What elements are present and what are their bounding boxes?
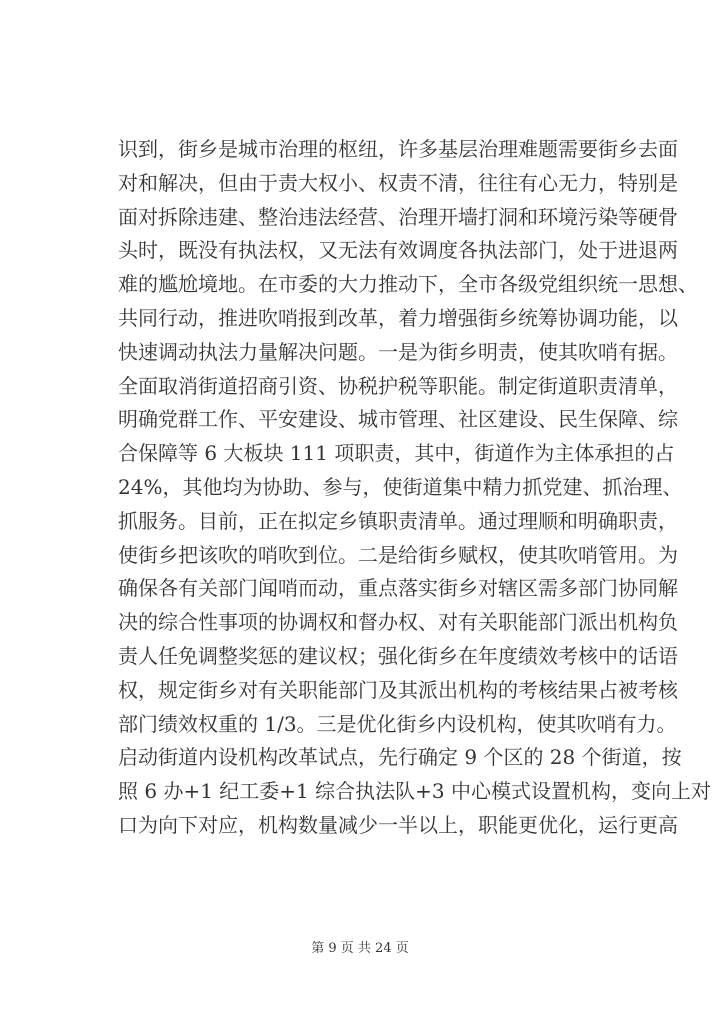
text-line: 决的综合性事项的协调权和督办权、对有关职能部门派出机构负 xyxy=(118,610,678,635)
page-footer: 第 9 页 共 24 页 xyxy=(311,941,409,956)
text-line: 合保障等 6 大板块 111 项职责，其中，街道作为主体承担的占 xyxy=(118,441,675,466)
text-line: 明确党群工作、平安建设、城市管理、社区建设、民生保障、综 xyxy=(118,407,678,432)
text-line: 抓服务。目前，正在拟定乡镇职责清单。通过理顺和明确职责， xyxy=(118,508,678,533)
text-line: 部门绩效权重的 1/3。三是优化街乡内设机构，使其吹哨有力。 xyxy=(118,711,677,736)
text-line: 头时，既没有执法权，又无法有效调度各执法部门，处于进退两 xyxy=(118,238,678,263)
document-body xyxy=(118,133,711,843)
text-line: 确保各有关部门闻哨而动，重点落实街乡对辖区需多部门协同解 xyxy=(118,576,678,601)
text-line: 面对拆除违建、整治违法经营、治理开墙打洞和环境污染等硬骨 xyxy=(118,204,678,229)
text-line: 难的尴尬境地。在市委的大力推动下，全市各级党组织统一思想、 xyxy=(118,272,698,297)
text-line: 全面取消街道招商引资、协税护税等职能。制定街道职责清单， xyxy=(118,373,678,398)
text-line: 照 6 办+1 纪工委+1 综合执法队+3 中心模式设置机构，变向上对 xyxy=(118,779,711,804)
text-line: 使街乡把该吹的哨吹到位。二是给街乡赋权，使其吹哨管用。为 xyxy=(118,542,678,567)
text-line: 共同行动，推进吹哨报到改革，着力增强街乡统筹协调功能，以 xyxy=(118,305,678,330)
text-line: 责人任免调整奖惩的建议权；强化街乡在年度绩效考核中的话语 xyxy=(118,643,678,668)
text-line: 对和解决，但由于责大权小、权责不清，往往有心无力，特别是 xyxy=(118,170,678,195)
text-line: 权，规定街乡对有关职能部门及其派出机构的考核结果占被考核 xyxy=(118,677,678,702)
text-line: 快速调动执法力量解决问题。一是为街乡明责，使其吹哨有据。 xyxy=(118,339,678,364)
text-line: 启动街道内设机构改革试点，先行确定 9 个区的 28 个街道，按 xyxy=(118,745,682,770)
text-line: 识到，街乡是城市治理的枢纽，许多基层治理难题需要街乡去面 xyxy=(118,137,678,161)
text-line: 24%，其他均为协助、参与，使街道集中精力抓党建、抓治理、 xyxy=(118,474,683,499)
text-line: 口为向下对应，机构数量减少一半以上，职能更优化，运行更高 xyxy=(118,812,678,837)
